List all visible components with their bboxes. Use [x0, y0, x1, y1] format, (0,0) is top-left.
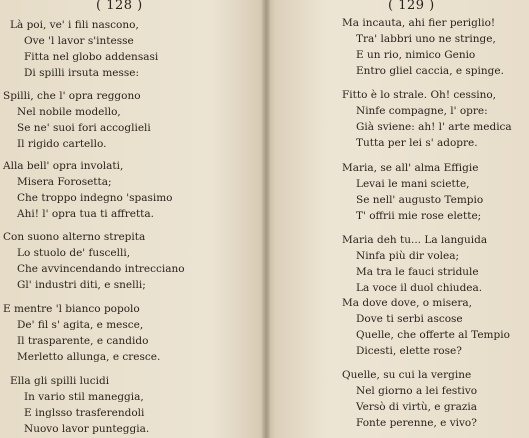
verse-line: E inglsso trasferendoli	[24, 407, 145, 419]
page-number: ( 129 )	[388, 0, 435, 13]
verse-line: Tutta per lei s' adopre.	[356, 137, 478, 149]
verse-line: Che troppo indegno 'spasimo	[17, 192, 173, 204]
right-page	[270, 0, 529, 438]
stanza	[342, 295, 510, 359]
stanza	[342, 232, 487, 296]
verse-line: Merletto allunga, e cresce.	[17, 351, 161, 363]
verse-line: Spilli, che l' opra reggono	[3, 90, 141, 102]
verse-line: Ma incauta, ahi fier periglio!	[342, 17, 496, 29]
stanza	[3, 229, 185, 293]
verse-line: Di spilli irsuta messe:	[24, 67, 140, 79]
verse-line: Ninfe compagne, l' opre:	[356, 105, 488, 117]
stanza	[342, 87, 512, 151]
verse-line: Nel giorno a lei festivo	[356, 385, 478, 397]
verse-line: De' fil s' agita, e mesce,	[17, 319, 144, 331]
stanza	[342, 160, 483, 224]
verse-line: Entro gliel caccia, e spinge.	[356, 65, 504, 77]
verse-line: Quelle, che offerte al Tempio	[356, 329, 510, 341]
page-number: ( 128 )	[96, 0, 143, 13]
verse-line: Nuovo lavor punteggia.	[24, 423, 150, 435]
verse-line: Maria, se all' alma Effigie	[342, 162, 479, 174]
stanza	[3, 88, 151, 152]
verse-line: Nel nobile modello,	[17, 106, 121, 118]
verse-line: E mentre 'l bianco popolo	[3, 303, 140, 315]
stanza	[342, 15, 504, 79]
verse-line: Già sviene: ah! l' arte medica	[356, 121, 512, 133]
verse-line: Levai le mani sciette,	[356, 178, 470, 190]
verse-line: E un rio, nimico Genio	[356, 49, 476, 61]
left-page	[0, 0, 262, 438]
verse-line: Fonte perenne, e vivo?	[356, 417, 477, 429]
stanza	[10, 373, 149, 437]
verse-line: Il rigido cartello.	[17, 138, 107, 150]
book-gutter	[262, 0, 270, 438]
verse-line: Ninfa più dir volea;	[356, 250, 460, 262]
verse-line: Misera Forosetta;	[17, 176, 112, 188]
verse-line: Quelle, su cui la vergine	[342, 369, 472, 381]
verse-line: Ella gli spilli lucidi	[10, 375, 110, 387]
verse-line: Versò di virtù, e grazia	[356, 401, 477, 413]
verse-line: Se ne' suoi fori accoglieli	[17, 122, 151, 134]
verse-line: Maria deh tu... La languida	[342, 234, 488, 246]
verse-line: Gl' industri diti, e snelli;	[17, 279, 146, 291]
stanza	[3, 301, 160, 365]
verse-line: Ma dove dove, o misera,	[342, 297, 472, 309]
verse-line: Se nell' augusto Tempio	[356, 194, 484, 206]
verse-line: Alla bell' opra involati,	[3, 160, 124, 172]
verse-line: Ove 'l lavor s'intesse	[24, 35, 134, 47]
verse-line: Fitta nel globo addensasi	[24, 51, 159, 63]
verse-line: Lo stuolo de' fuscelli,	[17, 247, 131, 259]
verse-line: Dicesti, elette rose?	[356, 345, 462, 357]
stanza	[10, 17, 158, 81]
stanza	[342, 367, 477, 431]
verse-line: Dove ti serbi ascose	[356, 313, 463, 325]
verse-line: Là poi, ve' i fili nascono,	[10, 19, 139, 31]
verse-line: Ahi! l' opra tua ti affretta.	[17, 208, 154, 220]
verse-line: T' offrii mie rose elette;	[356, 210, 482, 222]
verse-line: Tra' labbri uno ne stringe,	[356, 33, 496, 45]
verse-line: In vario stil maneggia,	[24, 391, 144, 403]
stanza	[3, 158, 173, 222]
verse-line: Il trasparente, e candido	[17, 335, 149, 347]
verse-line: Con suono alterno strepita	[3, 231, 146, 243]
verse-line: La voce il duol chiudea.	[356, 282, 483, 294]
verse-line: Che avvincendando intrecciano	[17, 263, 185, 275]
verse-line: Fitto è lo strale. Oh! cessino,	[342, 89, 497, 101]
verse-line: Ma tra le fauci stridule	[356, 266, 479, 278]
